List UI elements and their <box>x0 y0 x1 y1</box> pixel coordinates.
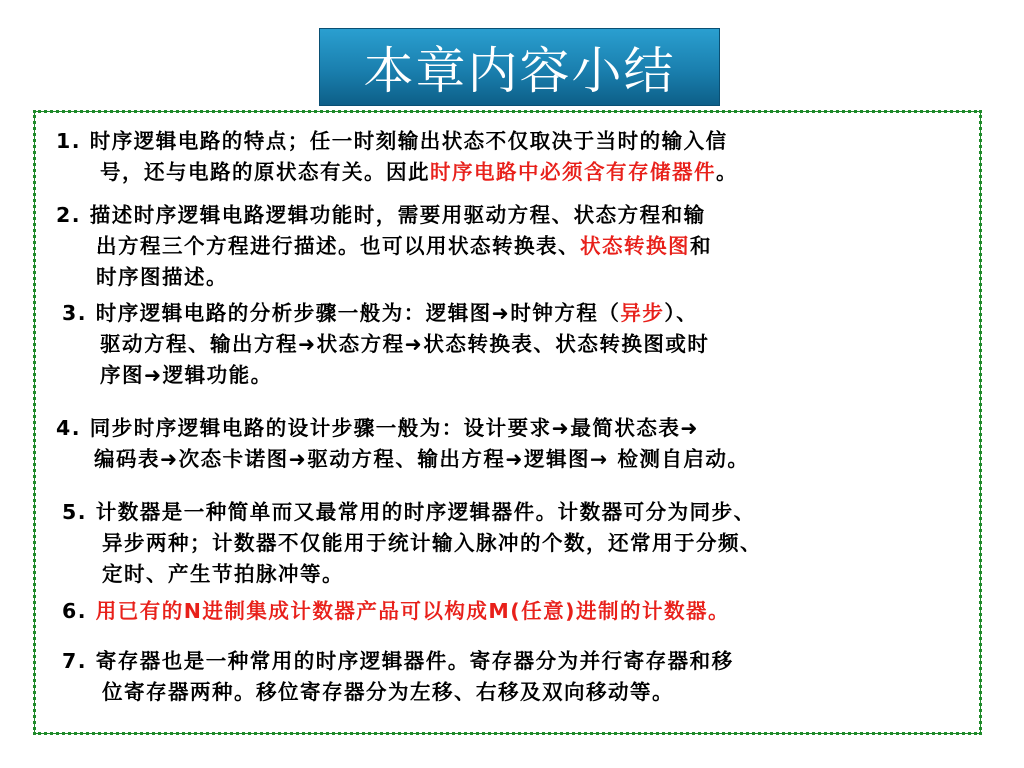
summary-item-5 <box>62 497 762 590</box>
item-4-line-1: 4. 同步时序逻辑电路的设计步骤一般为：设计要求➜最简状态表➜ <box>56 416 700 440</box>
summary-item-1 <box>56 126 738 188</box>
item-4-line-2: 编码表➜次态卡诺图➜驱动方程、输出方程➜逻辑图→ 检测自启动。 <box>94 447 750 471</box>
item-5-line-3: 定时、产生节拍脉冲等。 <box>102 562 344 586</box>
item-2-line-2 <box>56 231 712 262</box>
item-1-line-2 <box>56 157 738 188</box>
summary-item-6 <box>62 596 730 627</box>
item-2-line-1: 2. 描述时序逻辑电路逻辑功能时，需要用驱动方程、状态方程和输 <box>56 203 706 227</box>
item-3-line-1-end: ）、 <box>664 301 699 325</box>
item-2-line-3: 时序图描述。 <box>96 265 228 289</box>
item-6-highlight: 用已有的N进制集成计数器产品可以构成M(任意)进制的计数器。 <box>95 599 730 623</box>
title-banner <box>319 28 720 106</box>
summary-item-7 <box>62 646 734 708</box>
item-6-number: 6. <box>62 599 96 623</box>
item-3-highlight: 异步 <box>620 301 665 325</box>
item-3-line-1-text: 3. 时序逻辑电路的分析步骤一般为：逻辑图➜时钟方程（ <box>62 301 621 325</box>
summary-item-4 <box>56 413 749 475</box>
item-7-line-2: 位寄存器两种。移位寄存器分为左移、右移及双向移动等。 <box>102 680 674 704</box>
item-1-line-2-end: 。 <box>716 160 738 184</box>
item-3-line-2: 驱动方程、输出方程➜状态方程➜状态转换表、状态转换图或时 <box>100 332 710 356</box>
item-5-line-2: 异步两种；计数器不仅能用于统计输入脉冲的个数，还常用于分频、 <box>102 531 762 555</box>
item-3-line-3: 序图➜逻辑功能。 <box>100 363 273 387</box>
item-7-line-1: 7. 寄存器也是一种常用的时序逻辑器件。寄存器分为并行寄存器和移 <box>62 649 734 673</box>
item-2-highlight: 状态转换图 <box>580 234 690 258</box>
item-1-line-1: 1. 时序逻辑电路的特点；任一时刻输出状态不仅取决于当时的输入信 <box>56 129 728 153</box>
item-2-line-2-end: 和 <box>690 234 712 258</box>
page-title: 本章内容小结 <box>363 42 676 100</box>
item-1-line-2-text: 号，还与电路的原状态有关。因此 <box>100 160 430 184</box>
summary-item-3 <box>62 298 709 391</box>
summary-item-2 <box>56 200 712 293</box>
item-1-highlight: 时序电路中必须含有存储器件 <box>430 160 716 184</box>
item-5-line-1: 5. 计数器是一种简单而又最常用的时序逻辑器件。计数器可分为同步、 <box>62 500 756 524</box>
item-2-line-2-text: 出方程三个方程进行描述。也可以用状态转换表、 <box>96 234 580 258</box>
item-3-line-1 <box>62 298 709 329</box>
item-6-line-1 <box>62 596 730 627</box>
